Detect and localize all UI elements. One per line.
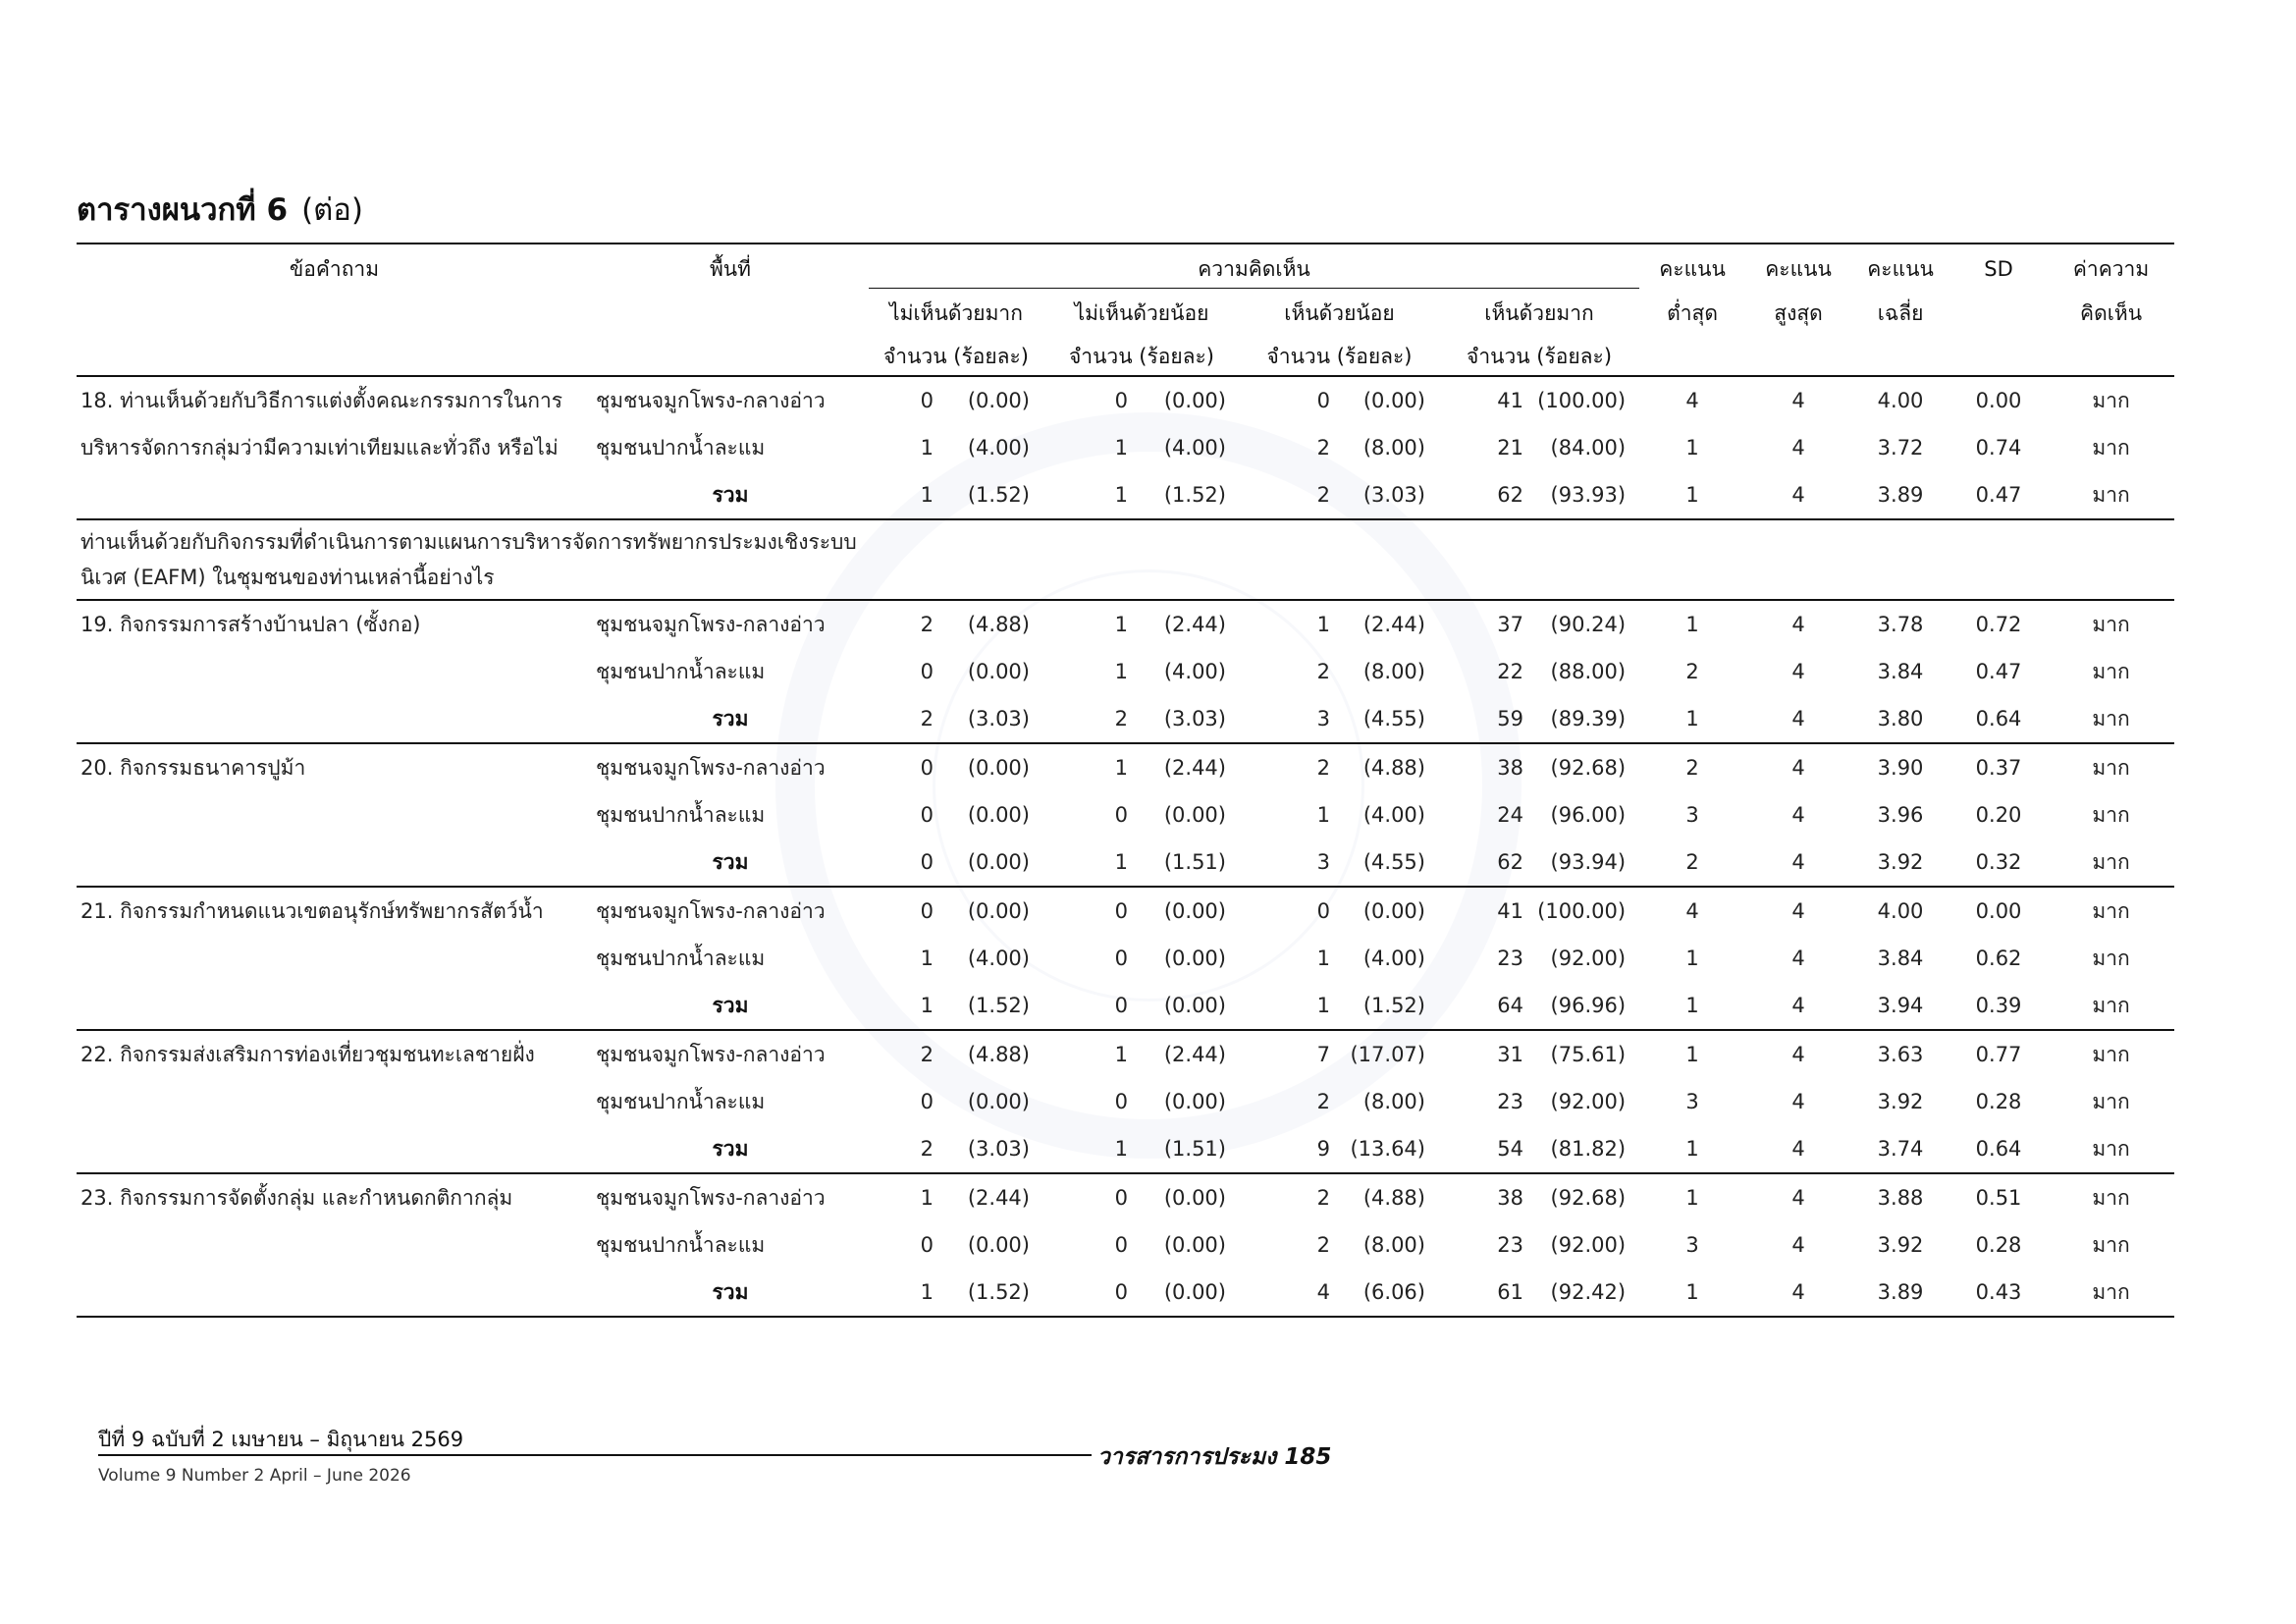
cell-max: 4 xyxy=(1791,1280,1805,1304)
table-row xyxy=(77,376,2174,424)
area-name: ชุมชนจมูกโพรง-กลางอ่าว xyxy=(592,1030,869,1078)
question-text: 22. กิจกรรมส่งเสริมการท่องเที่ยวชุมชนทะเลชายฝั่ง xyxy=(77,1030,592,1173)
cell-n2: 1 xyxy=(1114,850,1128,874)
area-name: ชุมชนปากน้ำละแม xyxy=(596,436,766,460)
cell-avg: 3.78 xyxy=(1851,600,1949,648)
header-count-pct: จำนวน (ร้อยละ) xyxy=(882,345,1029,368)
cell-avg: 3.94 xyxy=(1877,994,1924,1017)
cell-op: มาก xyxy=(2048,1030,2174,1078)
cell-op: มาก xyxy=(2092,947,2130,970)
cell-n4: 38 xyxy=(1439,743,1529,791)
cell-p4: (92.68) xyxy=(1529,743,1639,791)
cell-p4: (92.00) xyxy=(1550,1090,1627,1113)
cell-sd: 0.32 xyxy=(1975,850,2022,874)
cell-p4: (92.68) xyxy=(1529,1173,1639,1221)
cell-n2: 1 xyxy=(1114,660,1128,683)
cell-min: 4 xyxy=(1639,887,1745,935)
cell-min: 1 xyxy=(1639,600,1745,648)
cell-avg: 3.90 xyxy=(1851,743,1949,791)
cell-p2: (2.44) xyxy=(1134,743,1240,791)
cell-min: 1 xyxy=(1685,436,1699,460)
cell-max: 4 xyxy=(1745,887,1851,935)
area-name: ชุมชนปากน้ำละแม xyxy=(596,1233,766,1257)
cell-max: 4 xyxy=(1791,1090,1805,1113)
cell-p2: (1.51) xyxy=(1163,850,1226,874)
header-opinion-level: ค่าความ xyxy=(2072,257,2150,281)
cell-p4: (92.42) xyxy=(1550,1280,1627,1304)
cell-p1: (0.00) xyxy=(939,743,1043,791)
cell-n4: 23 xyxy=(1497,947,1523,970)
cell-n3: 0 xyxy=(1240,887,1336,935)
header-question: ข้อคำถาม xyxy=(289,257,380,281)
cell-p3: (2.44) xyxy=(1336,600,1439,648)
cell-avg: 3.88 xyxy=(1851,1173,1949,1221)
cell-max: 4 xyxy=(1791,994,1805,1017)
cell-min: 3 xyxy=(1685,1233,1699,1257)
cell-avg: 4.00 xyxy=(1851,887,1949,935)
cell-max: 4 xyxy=(1745,376,1851,424)
cell-p1: (0.00) xyxy=(967,1233,1030,1257)
cell-avg: 3.80 xyxy=(1877,707,1924,731)
cell-p1: (2.44) xyxy=(939,1173,1043,1221)
appendix-table xyxy=(77,243,2174,1318)
table-row xyxy=(77,1030,2174,1078)
cell-p3: (4.55) xyxy=(1362,707,1425,731)
cell-n3: 9 xyxy=(1316,1137,1330,1161)
cell-n2: 1 xyxy=(1114,1137,1128,1161)
cell-n2: 0 xyxy=(1043,376,1134,424)
intro-text: ท่านเห็นด้วยกับกิจกรรมที่ดำเนินการตามแผนการบริหารจัดการทรัพยากรประมงเชิงระบบนิเวศ (EAFM) ในชุมชนของท่านเหล่านี้อย่างไร xyxy=(77,519,869,600)
cell-n4: 64 xyxy=(1497,994,1523,1017)
cell-n3: 0 xyxy=(1240,376,1336,424)
cell-p2: (0.00) xyxy=(1163,803,1226,827)
cell-p2: (0.00) xyxy=(1163,1233,1226,1257)
cell-p3: (17.07) xyxy=(1336,1030,1439,1078)
cell-n1: 0 xyxy=(869,376,939,424)
cell-n1: 0 xyxy=(869,887,939,935)
cell-min: 2 xyxy=(1685,850,1699,874)
cell-sd: 0.64 xyxy=(1975,1137,2022,1161)
cell-p4: (75.61) xyxy=(1529,1030,1639,1078)
cell-n4: 61 xyxy=(1497,1280,1523,1304)
cell-p1: (0.00) xyxy=(967,1090,1030,1113)
cell-max: 4 xyxy=(1791,483,1805,507)
cell-p3: (1.52) xyxy=(1362,994,1425,1017)
cell-p4: (100.00) xyxy=(1529,376,1639,424)
header-sd: SD xyxy=(1984,257,2013,281)
cell-op: มาก xyxy=(2048,743,2174,791)
cell-n1: 1 xyxy=(920,994,934,1017)
cell-n4: 54 xyxy=(1497,1137,1523,1161)
cell-op: มาก xyxy=(2092,1137,2130,1161)
cell-avg: 3.96 xyxy=(1877,803,1924,827)
intro-row xyxy=(77,519,2174,600)
cell-n3: 2 xyxy=(1316,483,1330,507)
cell-p1: (4.88) xyxy=(939,600,1043,648)
area-name: ชุมชนปากน้ำละแม xyxy=(596,803,766,827)
cell-sd: 0.72 xyxy=(1949,600,2048,648)
area-name: ชุมชนจมูกโพรง-กลางอ่าว xyxy=(592,887,869,935)
cell-max: 4 xyxy=(1745,1173,1851,1221)
cell-p1: (0.00) xyxy=(939,887,1043,935)
cell-p2: (1.52) xyxy=(1163,483,1226,507)
cell-p3: (6.06) xyxy=(1362,1280,1425,1304)
cell-p3: (4.00) xyxy=(1362,803,1425,827)
table-row xyxy=(77,1173,2174,1221)
cell-max: 4 xyxy=(1745,1030,1851,1078)
cell-n2: 0 xyxy=(1114,803,1128,827)
cell-sd: 0.43 xyxy=(1975,1280,2022,1304)
cell-p1: (4.88) xyxy=(939,1030,1043,1078)
cell-n3: 2 xyxy=(1240,1173,1336,1221)
cell-p3: (8.00) xyxy=(1362,1090,1425,1113)
cell-min: 1 xyxy=(1685,483,1699,507)
cell-n2: 0 xyxy=(1114,1233,1128,1257)
cell-n4: 21 xyxy=(1497,436,1523,460)
cell-op: มาก xyxy=(2048,376,2174,424)
table-body xyxy=(77,376,2174,1317)
cell-p1: (1.52) xyxy=(967,1280,1030,1304)
cell-p1: (3.03) xyxy=(967,707,1030,731)
cell-n4: 41 xyxy=(1439,376,1529,424)
cell-n1: 0 xyxy=(920,660,934,683)
cell-min: 1 xyxy=(1685,994,1699,1017)
cell-avg: 3.63 xyxy=(1851,1030,1949,1078)
cell-n1: 2 xyxy=(869,600,939,648)
footer-issue-english: Volume 9 Number 2 April – June 2026 xyxy=(98,1466,411,1486)
area-total-label: รวม xyxy=(712,1280,749,1304)
cell-p4: (96.96) xyxy=(1550,994,1627,1017)
cell-p4: (93.93) xyxy=(1550,483,1627,507)
cell-n2: 2 xyxy=(1114,707,1128,731)
cell-n3: 1 xyxy=(1240,600,1336,648)
cell-max: 4 xyxy=(1791,707,1805,731)
cell-op: มาก xyxy=(2092,1280,2130,1304)
cell-n1: 1 xyxy=(920,1280,934,1304)
cell-p2: (2.44) xyxy=(1134,1030,1240,1078)
cell-min: 3 xyxy=(1685,1090,1699,1113)
question-text: 20. กิจกรรมธนาคารปูม้า xyxy=(77,743,592,887)
cell-avg: 4.00 xyxy=(1851,376,1949,424)
cell-max: 4 xyxy=(1791,1137,1805,1161)
cell-avg: 3.92 xyxy=(1877,1233,1924,1257)
cell-n1: 0 xyxy=(920,1233,934,1257)
cell-n3: 2 xyxy=(1316,660,1330,683)
header-area: พื้นที่ xyxy=(709,257,752,281)
cell-p1: (4.00) xyxy=(967,436,1030,460)
cell-avg: 3.92 xyxy=(1877,1090,1924,1113)
cell-avg: 3.84 xyxy=(1877,660,1924,683)
header-cat2: ไม่เห็นด้วยน้อย xyxy=(1074,301,1209,325)
cell-max: 4 xyxy=(1791,660,1805,683)
area-total-label: รวม xyxy=(712,483,749,507)
cell-op: มาก xyxy=(2092,707,2130,731)
area-total-label: รวม xyxy=(712,850,749,874)
cell-p4: (93.94) xyxy=(1550,850,1627,874)
cell-op: มาก xyxy=(2092,436,2130,460)
cell-p1: (0.00) xyxy=(939,376,1043,424)
header-count-pct: จำนวน (ร้อยละ) xyxy=(1266,345,1413,368)
cell-max: 4 xyxy=(1791,850,1805,874)
area-name: ชุมชนจมูกโพรง-กลางอ่าว xyxy=(592,1173,869,1221)
cell-p2: (0.00) xyxy=(1163,994,1226,1017)
cell-p1: (1.52) xyxy=(967,994,1030,1017)
cell-p1: (4.00) xyxy=(967,947,1030,970)
area-name: ชุมชนจมูกโพรง-กลางอ่าว xyxy=(592,376,869,424)
footer-journal-page: วารสารการประมง 185 xyxy=(1097,1444,1332,1470)
header-count-pct: จำนวน (ร้อยละ) xyxy=(1467,345,1613,368)
cell-n1: 0 xyxy=(920,850,934,874)
cell-op: มาก xyxy=(2092,660,2130,683)
cell-n2: 1 xyxy=(1043,1030,1134,1078)
cell-n1: 2 xyxy=(920,1137,934,1161)
cell-n1: 1 xyxy=(920,947,934,970)
cell-sd: 0.47 xyxy=(1975,660,2022,683)
cell-n4: 41 xyxy=(1439,887,1529,935)
cell-n4: 31 xyxy=(1439,1030,1529,1078)
cell-n4: 62 xyxy=(1497,483,1523,507)
header-cat3: เห็นด้วยน้อย xyxy=(1284,301,1395,325)
footer-issue-thai: ปีที่ 9 ฉบับที่ 2 เมษายน – มิถุนายน 2569 xyxy=(98,1428,464,1451)
cell-op: มาก xyxy=(2092,1233,2130,1257)
cell-p4: (90.24) xyxy=(1529,600,1639,648)
cell-sd: 0.64 xyxy=(1975,707,2022,731)
area-total-label: รวม xyxy=(712,1137,749,1161)
cell-p4: (84.00) xyxy=(1550,436,1627,460)
cell-n3: 3 xyxy=(1316,850,1330,874)
header-min-2: ต่ำสุด xyxy=(1667,300,1718,325)
cell-n3: 7 xyxy=(1240,1030,1336,1078)
cell-op: มาก xyxy=(2048,887,2174,935)
cell-p2: (1.51) xyxy=(1163,1137,1226,1161)
cell-p3: (0.00) xyxy=(1336,887,1439,935)
cell-op: มาก xyxy=(2092,850,2130,874)
cell-n3: 4 xyxy=(1316,1280,1330,1304)
cell-p2: (4.00) xyxy=(1163,436,1226,460)
cell-p1: (1.52) xyxy=(967,483,1030,507)
area-name: ชุมชนปากน้ำละแม xyxy=(596,947,766,970)
table-row xyxy=(77,743,2174,791)
cell-op: มาก xyxy=(2092,1090,2130,1113)
cell-p4: (92.00) xyxy=(1550,1233,1627,1257)
cell-min: 3 xyxy=(1685,803,1699,827)
cell-p2: (0.00) xyxy=(1134,887,1240,935)
cell-n1: 1 xyxy=(920,483,934,507)
cell-n4: 38 xyxy=(1439,1173,1529,1221)
cell-n2: 0 xyxy=(1114,1090,1128,1113)
cell-avg: 3.89 xyxy=(1877,483,1924,507)
cell-p4: (89.39) xyxy=(1550,707,1627,731)
cell-p2: (0.00) xyxy=(1134,376,1240,424)
cell-p1: (3.03) xyxy=(967,1137,1030,1161)
header-opinion: ความคิดเห็น xyxy=(869,244,1639,289)
cell-min: 1 xyxy=(1685,947,1699,970)
cell-min: 4 xyxy=(1639,376,1745,424)
cell-sd: 0.51 xyxy=(1949,1173,2048,1221)
cell-sd: 0.77 xyxy=(1949,1030,2048,1078)
cell-n3: 2 xyxy=(1316,1233,1330,1257)
area-name: ชุมชนปากน้ำละแม xyxy=(596,660,766,683)
cell-p4: (81.82) xyxy=(1550,1137,1627,1161)
cell-op: มาก xyxy=(2092,994,2130,1017)
cell-op: มาก xyxy=(2092,483,2130,507)
cell-sd: 0.74 xyxy=(1975,436,2022,460)
cell-min: 1 xyxy=(1639,1030,1745,1078)
area-name: ชุมชนจมูกโพรง-กลางอ่าว xyxy=(592,743,869,791)
table-row xyxy=(77,600,2174,648)
header-avg-2: เฉลี่ย xyxy=(1877,300,1924,325)
header-cat1: ไม่เห็นด้วยมาก xyxy=(889,301,1023,325)
cell-n4: 23 xyxy=(1497,1090,1523,1113)
table-row xyxy=(77,887,2174,935)
cell-p3: (4.88) xyxy=(1336,1173,1439,1221)
area-total-label: รวม xyxy=(712,994,749,1017)
cell-min: 1 xyxy=(1685,707,1699,731)
cell-op: มาก xyxy=(2092,803,2130,827)
cell-p1: (0.00) xyxy=(967,803,1030,827)
area-total-label: รวม xyxy=(712,707,749,731)
area-name: ชุมชนจมูกโพรง-กลางอ่าว xyxy=(592,600,869,648)
cell-p3: (4.00) xyxy=(1362,947,1425,970)
cell-max: 4 xyxy=(1791,1233,1805,1257)
header-count-pct: จำนวน (ร้อยละ) xyxy=(1068,345,1214,368)
cell-avg: 3.92 xyxy=(1877,850,1924,874)
cell-n1: 2 xyxy=(869,1030,939,1078)
cell-n2: 0 xyxy=(1114,1280,1128,1304)
cell-max: 4 xyxy=(1791,436,1805,460)
cell-n2: 0 xyxy=(1043,1173,1134,1221)
cell-n1: 1 xyxy=(920,436,934,460)
cell-n1: 0 xyxy=(869,743,939,791)
question-text: 18. ท่านเห็นด้วยกับวิธีการแต่งตั้งคณะกรรมการในการบริหารจัดการกลุ่มว่ามีความเท่าเทียมและทั่วถึง หรือไม่ xyxy=(77,376,592,519)
cell-sd: 0.37 xyxy=(1949,743,2048,791)
cell-sd: 0.00 xyxy=(1949,887,2048,935)
cell-n3: 1 xyxy=(1316,803,1330,827)
cell-avg: 3.84 xyxy=(1877,947,1924,970)
header-max: คะแนน xyxy=(1765,257,1832,281)
cell-avg: 3.74 xyxy=(1877,1137,1924,1161)
cell-p3: (4.55) xyxy=(1362,850,1425,874)
header-cat4: เห็นด้วยมาก xyxy=(1484,301,1594,325)
cell-sd: 0.20 xyxy=(1975,803,2022,827)
cell-n4: 37 xyxy=(1439,600,1529,648)
cell-n1: 1 xyxy=(869,1173,939,1221)
cell-n4: 24 xyxy=(1497,803,1523,827)
cell-sd: 0.47 xyxy=(1975,483,2022,507)
question-text: 21. กิจกรรมกำหนดแนวเขตอนุรักษ์ทรัพยากรสัตว์น้ำ xyxy=(77,887,592,1030)
cell-n1: 0 xyxy=(920,1090,934,1113)
header-min: คะแนน xyxy=(1659,257,1726,281)
cell-sd: 0.62 xyxy=(1975,947,2022,970)
question-text: 19. กิจกรรมการสร้างบ้านปลา (ซั้งกอ) xyxy=(77,600,592,743)
cell-max: 4 xyxy=(1745,600,1851,648)
cell-p4: (88.00) xyxy=(1550,660,1627,683)
cell-n4: 62 xyxy=(1497,850,1523,874)
cell-n3: 3 xyxy=(1316,707,1330,731)
cell-p2: (0.00) xyxy=(1163,947,1226,970)
cell-sd: 0.39 xyxy=(1975,994,2022,1017)
cell-min: 2 xyxy=(1639,743,1745,791)
cell-p4: (92.00) xyxy=(1550,947,1627,970)
cell-n3: 2 xyxy=(1316,1090,1330,1113)
cell-p3: (8.00) xyxy=(1362,660,1425,683)
page-title: ตารางผนวกที่ 6 (ต่อ) xyxy=(77,192,364,228)
cell-p2: (0.00) xyxy=(1163,1090,1226,1113)
cell-op: มาก xyxy=(2048,1173,2174,1221)
cell-avg: 3.89 xyxy=(1877,1280,1924,1304)
cell-n3: 1 xyxy=(1316,947,1330,970)
cell-max: 4 xyxy=(1745,743,1851,791)
cell-p2: (0.00) xyxy=(1163,1280,1226,1304)
cell-p3: (8.00) xyxy=(1362,1233,1425,1257)
cell-min: 2 xyxy=(1685,660,1699,683)
cell-avg: 3.72 xyxy=(1877,436,1924,460)
cell-min: 1 xyxy=(1685,1280,1699,1304)
cell-n2: 0 xyxy=(1114,994,1128,1017)
cell-n2: 1 xyxy=(1114,483,1128,507)
cell-sd: 0.00 xyxy=(1949,376,2048,424)
header-max-2: สูงสุด xyxy=(1774,300,1823,325)
cell-op: มาก xyxy=(2048,600,2174,648)
cell-n4: 22 xyxy=(1497,660,1523,683)
cell-p3: (4.88) xyxy=(1336,743,1439,791)
cell-n1: 0 xyxy=(920,803,934,827)
cell-p2: (4.00) xyxy=(1163,660,1226,683)
cell-p4: (100.00) xyxy=(1529,887,1639,935)
cell-p3: (0.00) xyxy=(1336,376,1439,424)
header-opinion-level-2: คิดเห็น xyxy=(2080,300,2143,325)
cell-p1: (0.00) xyxy=(967,850,1030,874)
cell-p2: (2.44) xyxy=(1134,600,1240,648)
cell-sd: 0.28 xyxy=(1975,1090,2022,1113)
cell-n1: 2 xyxy=(920,707,934,731)
cell-p3: (3.03) xyxy=(1362,483,1425,507)
cell-max: 4 xyxy=(1791,803,1805,827)
cell-n2: 0 xyxy=(1114,947,1128,970)
cell-p3: (8.00) xyxy=(1362,436,1425,460)
area-name: ชุมชนปากน้ำละแม xyxy=(596,1090,766,1113)
cell-p2: (3.03) xyxy=(1163,707,1226,731)
cell-p4: (96.00) xyxy=(1550,803,1627,827)
cell-sd: 0.28 xyxy=(1975,1233,2022,1257)
cell-min: 1 xyxy=(1685,1137,1699,1161)
question-text: 23. กิจกรรมการจัดตั้งกลุ่ม และกำหนดกติกากลุ่ม xyxy=(77,1173,592,1317)
cell-n3: 2 xyxy=(1316,436,1330,460)
header-avg: คะแนน xyxy=(1867,257,1934,281)
cell-p3: (13.64) xyxy=(1350,1137,1425,1161)
cell-n3: 2 xyxy=(1240,743,1336,791)
cell-n2: 1 xyxy=(1043,600,1134,648)
cell-n4: 59 xyxy=(1497,707,1523,731)
cell-n3: 1 xyxy=(1316,994,1330,1017)
cell-n2: 1 xyxy=(1043,743,1134,791)
cell-p2: (0.00) xyxy=(1134,1173,1240,1221)
footer-rule xyxy=(98,1454,1092,1456)
cell-p1: (0.00) xyxy=(967,660,1030,683)
cell-n4: 23 xyxy=(1497,1233,1523,1257)
cell-max: 4 xyxy=(1791,947,1805,970)
cell-n2: 1 xyxy=(1114,436,1128,460)
cell-min: 1 xyxy=(1639,1173,1745,1221)
cell-n2: 0 xyxy=(1043,887,1134,935)
